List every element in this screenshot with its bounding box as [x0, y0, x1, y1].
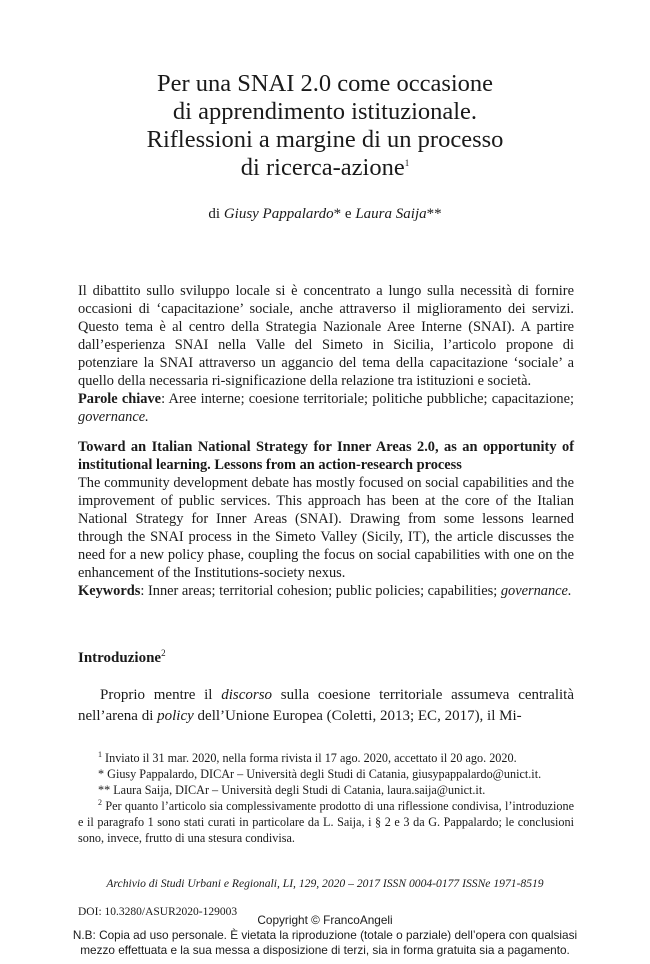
paragraph-text: dell’Unione Europea (Coletti, 2013; EC, 2017), il Mi- [193, 708, 522, 724]
keywords-label: Parole chiave [78, 391, 162, 407]
title-line: Riflessioni a margine di un processo [146, 126, 504, 153]
footnote [78, 750, 574, 766]
keywords-line [78, 582, 574, 600]
article-title [0, 70, 650, 182]
section-heading [78, 650, 166, 667]
body-paragraph [78, 685, 574, 727]
footnote-mark: 2 [98, 797, 102, 807]
keywords-italic: governance. [78, 409, 149, 425]
journal-citation: Archivio di Studi Urbani e Regionali, LI, 129, 2020 – 2017 ISSN 0004-0177 ISSNe 1971-8519 [106, 877, 544, 890]
footnote: ** Laura Saija, DICAr – Università degli Studi di Catania, laura.saija@unict.it. [98, 783, 486, 797]
paragraph-text: sulla coesione territoriale assumeva centralità nell’arena di [78, 687, 574, 724]
copyright-line: mezzo effettuata e la sua messa a disposizione di terzi, sia in forma gratuita sia a pagamento. [80, 943, 570, 957]
copyright-notice [0, 913, 650, 958]
title-footnote-mark: 1 [404, 157, 410, 168]
abstract-italian [78, 282, 574, 426]
author-prefix: di [208, 206, 221, 222]
abstract-text: Il dibattito sullo sviluppo locale si è concentrato a lungo sulla necessità di fornire occasioni di ‘capacitazione’ sociale, anche attraverso il miglioramento dei servizi. Questo tema è al centro della Strategia Nazionale Aree Interne (SNAI). A partire dall’esperienza SNAI nella Valle del Simeto in Sicilia, l’articolo propone di potenziare la SNAI attraverso un aggancio del tema della capacitazione ‘sociale’ a quello della necessaria ri-significazione della relazione tra istituzioni e società. [78, 283, 574, 389]
keywords-italic: governance. [500, 583, 572, 599]
keywords-text: : Inner areas; territorial cohesion; public policies; capabilities; [140, 583, 498, 599]
abstract-text: The community development debate has mostly focused on social capabilities and the improvement of public services. This approach has been at the core of the Italian National Strategy for Inner Areas (SNAI). Drawing from some lessons learned through the SNAI process in the Simeto Valley (Sicily, IT), the article discusses the need for a new policy phase, coupling the focus on social capabilities with one on the enhancement of the Institutions-society nexus. [78, 475, 574, 581]
footnote-text: Per quanto l’articolo sia complessivamente prodotto di una riflessione condivisa, l’introduzione e il paragrafo 1 sono stati curati in particolare da L. Saija, i § 2 e 3 da G. Pappalardo; le conclusioni sono, invece, frutto di una stesura condivisa. [78, 799, 574, 845]
abstract-title: Toward an Italian National Strategy for Inner Areas 2.0, as an opportunity of institutional learning. Lessons from an action-research process [78, 439, 574, 473]
author-name: Giusy Pappalardo [223, 206, 334, 222]
doi: DOI: 10.3280/ASUR2020-129003 [78, 906, 238, 918]
section-heading-text: Introduzione [78, 650, 162, 666]
footnote [78, 798, 574, 846]
title-line: di apprendimento istituzionale. [172, 98, 478, 125]
author-line [0, 206, 650, 223]
copyright-line: Copyright © FrancoAngeli [257, 913, 393, 927]
title-line [0, 154, 650, 182]
footnote: * Giusy Pappalardo, DICAr – Università degli Studi di Catania, giusypappalardo@unict.it. [98, 767, 542, 781]
title-line-text: di ricerca-azione [240, 154, 405, 181]
author-name: Laura Saija [355, 206, 427, 222]
footnotes [78, 750, 574, 846]
section-footnote-mark: 2 [161, 648, 166, 658]
keywords-text: : Aree interne; coesione territoriale; politiche pubbliche; capacitazione; [161, 391, 574, 407]
paragraph-italic: policy [157, 708, 194, 724]
footnote-mark: 1 [98, 749, 102, 759]
keywords-label: Keywords [78, 583, 141, 599]
keywords-line [78, 390, 574, 426]
author-mark: ** [426, 206, 442, 222]
author-mark: * [333, 206, 342, 222]
abstract-english [78, 438, 574, 600]
paragraph-italic: discorso [221, 687, 273, 703]
footnote-text: Inviato il 31 mar. 2020, nella forma rivista il 17 ago. 2020, accettato il 20 ago. 2020. [105, 751, 517, 765]
author-conjunction: e [344, 206, 352, 222]
copyright-line: N.B: Copia ad uso personale. È vietata la riproduzione (totale o parziale) dell’opera con qualsiasi [72, 928, 578, 942]
title-line: Per una SNAI 2.0 come occasione [156, 70, 494, 97]
paragraph-text: Proprio mentre il [100, 687, 222, 703]
